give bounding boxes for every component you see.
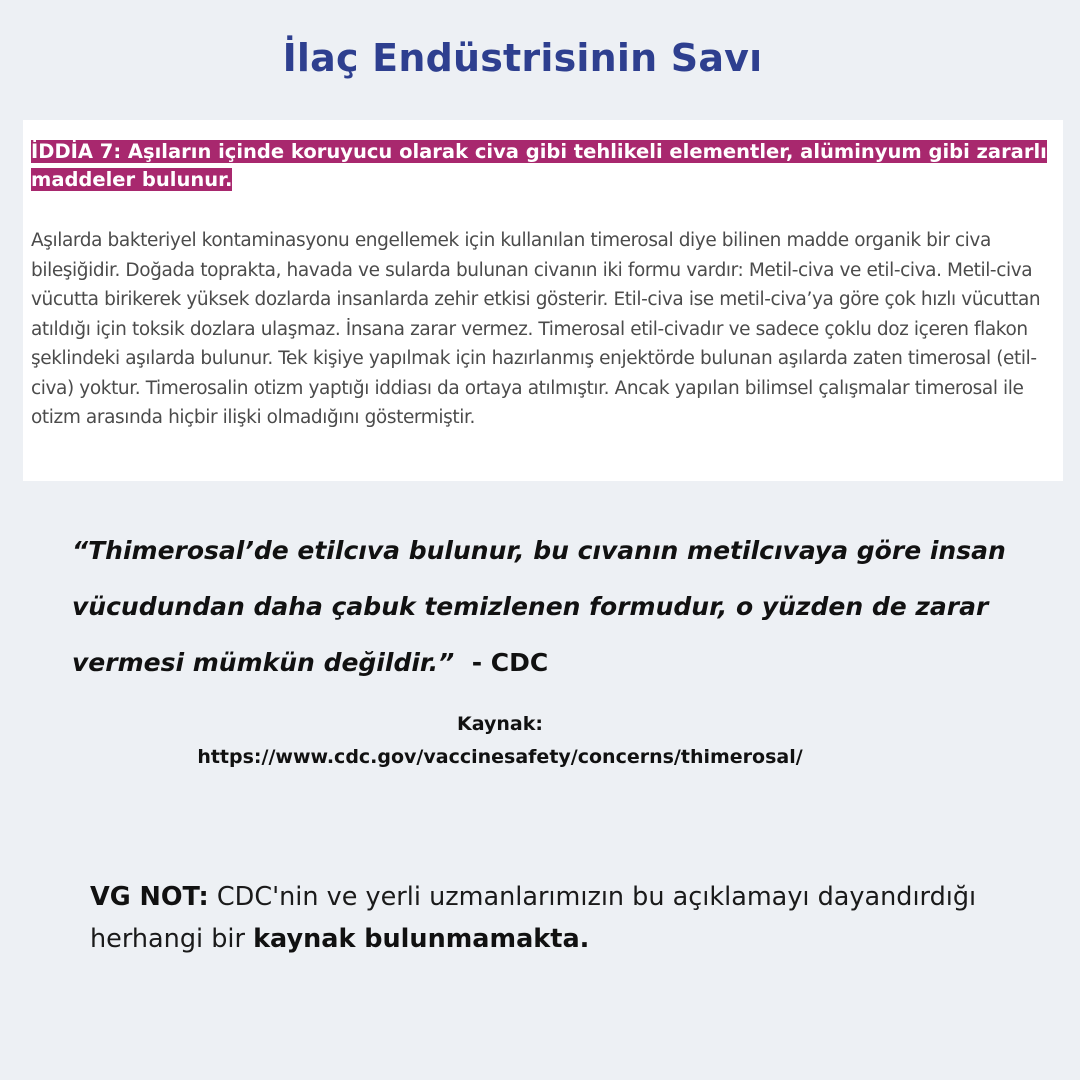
cdc-quote: [72, 523, 1047, 691]
claim-heading-text: İDDİA 7: Aşıların içinde koruyucu olarak civa gibi tehlikeli elementler, alüminyum gibi zararlı maddeler bulunur.: [31, 140, 1047, 191]
quote-text: “Thimerosal’de etilcıva bulunur, bu cıvanın metilcıvaya göre insan vücudundan daha çabuk temizlenen formudur, o yüzden de zarar vermesi mümkün değildir.”: [72, 536, 1006, 677]
quote-attribution: - CDC: [471, 648, 549, 677]
page-title: İlaç Endüstrisinin Savı: [282, 36, 763, 80]
note-text: CDC'nin ve yerli uzmanlarımızın bu açıklamayı dayandırdığı herhangi bir: [90, 882, 977, 954]
editor-note: [90, 876, 990, 960]
source-url: https://www.cdc.gov/vaccinesafety/concerns/thimerosal/: [197, 746, 803, 768]
claim-clipping: [23, 120, 1063, 481]
note-label: VG NOT:: [90, 882, 209, 912]
note-emphasis: kaynak bulunmamakta.: [253, 924, 590, 954]
source-label: Kaynak:: [457, 713, 543, 735]
claim-body: Aşılarda bakteriyel kontaminasyonu engellemek için kullanılan timerosal diye bilinen madde organik bir civa bileşiğidir. Doğada toprakta, havada ve sularda bulunan civanın iki formu vardır: Metil-civa ve etil-civa. Metil-civa vücutta birikerek yüksek dozlarda insanlarda zehir etkisi gösterir. Etil-civa ise metil-civa’ya göre çok hızlı vücuttan atıldığı için toksik dozlara ulaşmaz. İnsana zarar vermez. Timerosal etil-civadır ve sadece çoklu doz içeren flakon şeklindeki aşılarda bulunur. Tek kişiye yapılmak için hazırlanmış enjektörde bulunan aşılarda zaten timerosal (etil-civa) yoktur. Timerosalin otizm yaptığı iddiası da ortaya atılmıştır. Ancak yapılan bilimsel çalışmalar timerosal ile otizm arasında hiçbir ilişki olmadığını göstermiştir.: [31, 230, 1041, 428]
claim-heading: [31, 138, 1051, 194]
